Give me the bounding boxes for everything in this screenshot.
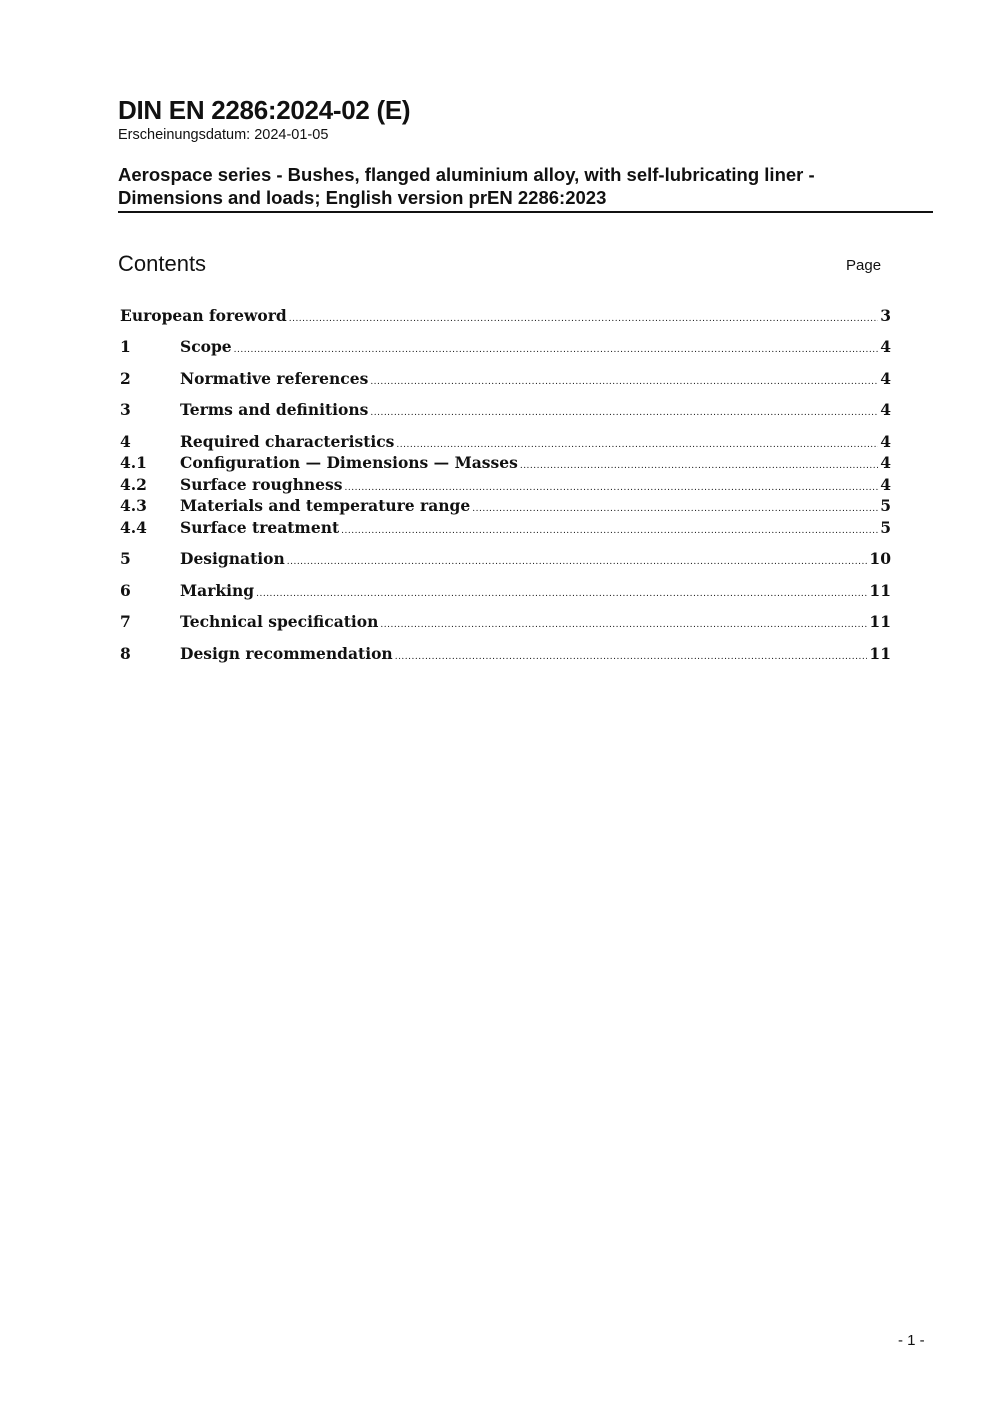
toc-entry-number: 4.2 — [120, 475, 147, 494]
title-line-1: Aerospace series - Bushes, flanged aluminium alloy, with self-lubricating liner - — [118, 164, 815, 185]
title-line-2: Dimensions and loads; English version prEN 2286:2023 — [118, 187, 607, 208]
dot-leader — [234, 339, 879, 361]
toc-entry-number: 4.3 — [120, 496, 147, 515]
dot-leader — [370, 402, 878, 424]
dot-leader — [341, 520, 878, 542]
toc-entry-title: Design recommendation — [180, 644, 393, 663]
dot-leader — [287, 551, 868, 573]
toc-entry-title: Surface roughness — [180, 475, 343, 494]
toc-entry-page: 11 — [869, 644, 891, 663]
contents-heading: Contents — [118, 251, 207, 276]
toc-entry-surface-treatment[interactable] — [120, 517, 891, 539]
toc-entry-page: 11 — [869, 612, 891, 631]
toc-entry-normative-references[interactable] — [120, 368, 891, 390]
dot-leader — [370, 371, 878, 393]
toc-entry-design-recommendation[interactable] — [120, 643, 891, 665]
toc-entry-foreword[interactable] — [120, 305, 891, 327]
toc-entry-page: 10 — [869, 549, 891, 568]
toc-entry-surface-roughness[interactable] — [120, 474, 891, 496]
toc-entry-page: 4 — [880, 400, 891, 419]
toc-entry-page: 4 — [880, 337, 891, 356]
toc-entry-title: Designation — [180, 549, 285, 568]
toc-entry-page: 4 — [880, 453, 891, 472]
toc-entry-page: 3 — [880, 306, 891, 325]
dot-leader — [289, 308, 878, 330]
toc-entry-title: Surface treatment — [180, 518, 340, 537]
toc-entry-title: Materials and temperature range — [180, 496, 471, 515]
toc-entry-number: 3 — [120, 400, 131, 419]
toc-entry-title: European foreword — [120, 306, 287, 325]
toc-entry-marking[interactable] — [120, 580, 891, 602]
toc-entry-page: 5 — [880, 518, 891, 537]
document-id: DIN EN 2286:2024-02 (E) — [118, 95, 411, 125]
toc-entry-scope[interactable] — [120, 336, 891, 358]
toc-entry-configuration[interactable] — [120, 452, 891, 474]
toc-entry-page: 4 — [880, 369, 891, 388]
toc-entry-page: 4 — [880, 432, 891, 451]
dot-leader — [380, 614, 867, 636]
toc-entry-required-characteristics[interactable] — [120, 431, 891, 453]
toc-entry-technical-specification[interactable] — [120, 611, 891, 633]
toc-entry-number: 6 — [120, 581, 131, 600]
issue-date: Erscheinungsdatum: 2024-01-05 — [118, 127, 329, 143]
toc-entry-number: 1 — [120, 337, 131, 356]
toc-entry-title: Technical specification — [180, 612, 379, 631]
document-title — [118, 163, 933, 213]
toc-entry-title: Scope — [180, 337, 232, 356]
toc-entry-title: Normative references — [180, 369, 369, 388]
toc-entry-title: Configuration — Dimensions — Masses — [180, 453, 518, 472]
toc-entry-materials[interactable] — [120, 495, 891, 517]
toc-entry-number: 5 — [120, 549, 131, 568]
toc-entry-number: 4.4 — [120, 518, 147, 537]
toc-entry-title: Marking — [180, 581, 255, 600]
toc-entry-number: 2 — [120, 369, 131, 388]
toc-entry-terms-and-definitions[interactable] — [120, 399, 891, 421]
toc-entry-designation[interactable] — [120, 548, 891, 570]
toc-entry-number: 4.1 — [120, 453, 147, 472]
toc-entry-page: 11 — [869, 581, 891, 600]
page-number: - 1 - — [898, 1332, 925, 1349]
toc-entry-number: 4 — [120, 432, 131, 451]
toc-entry-page: 5 — [880, 496, 891, 515]
toc-entry-title: Required characteristics — [180, 432, 395, 451]
toc-entry-number: 8 — [120, 644, 131, 663]
toc-entry-page: 4 — [880, 475, 891, 494]
dot-leader — [256, 583, 867, 605]
toc-entry-title: Terms and definitions — [180, 400, 369, 419]
toc-entry-number: 7 — [120, 612, 131, 631]
dot-leader — [395, 646, 868, 668]
page-column-label: Page — [846, 257, 882, 274]
